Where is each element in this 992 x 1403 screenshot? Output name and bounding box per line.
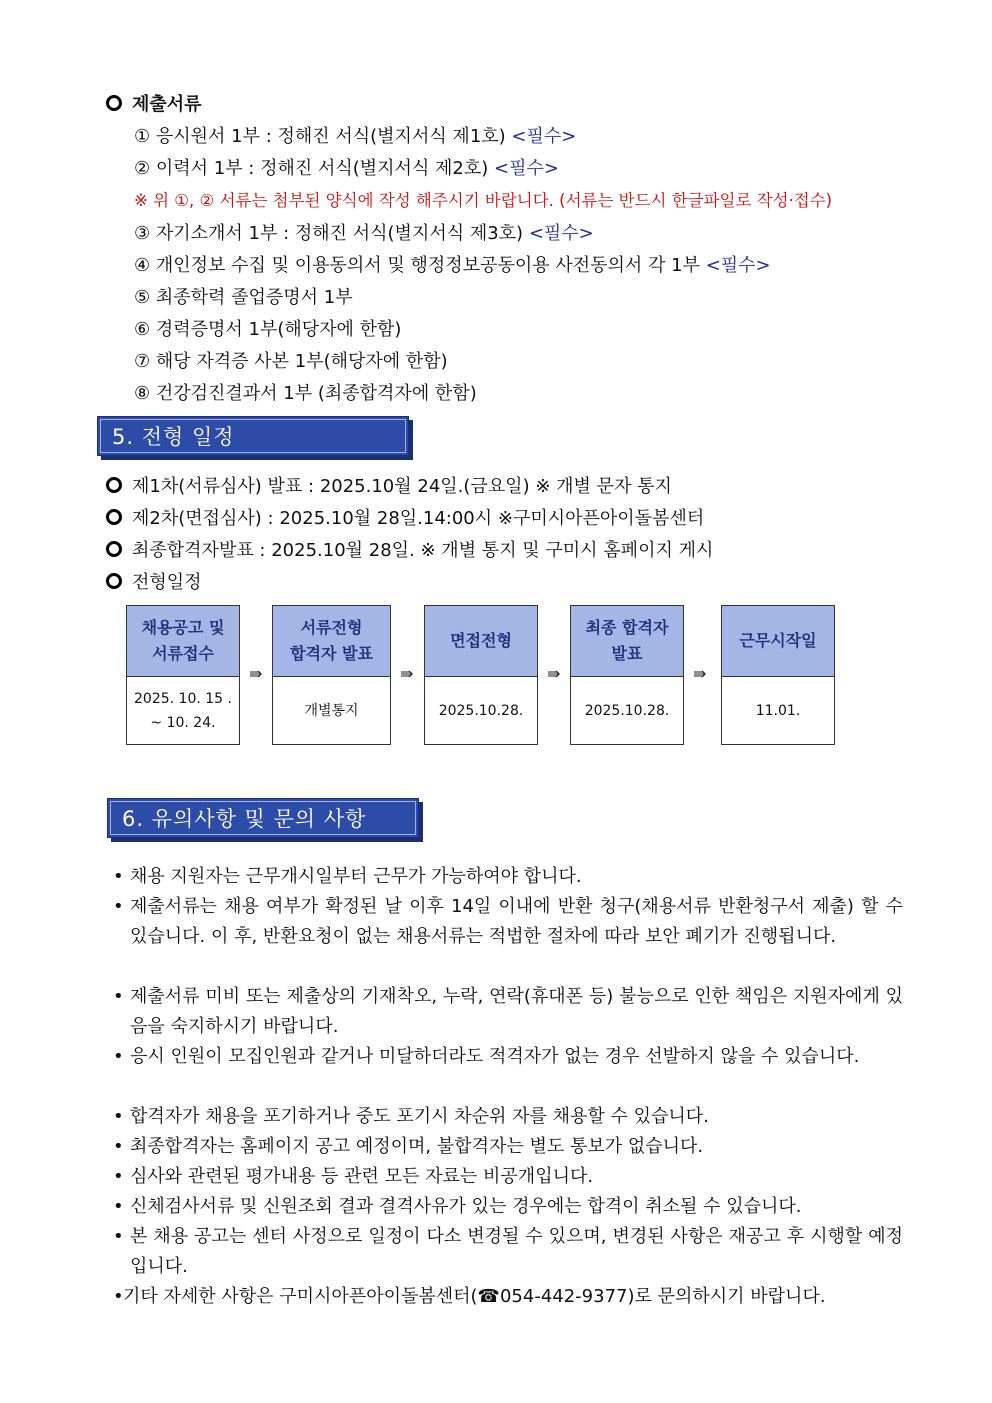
bullet-dot-icon: •	[113, 896, 124, 917]
bullet-dot-icon: •	[113, 1286, 124, 1307]
flow-step-title: 면접전형	[425, 606, 537, 677]
document-item: ⑤ 최종학력 졸업증명서 1부	[134, 287, 353, 308]
flow-arrow-icon: ⇛	[693, 664, 707, 683]
circle-bullet-icon	[106, 541, 122, 557]
document-item: ⑦ 해당 자격증 사본 1부(해당자에 한함)	[134, 351, 448, 372]
flow-step-1	[126, 605, 240, 745]
circle-bullet-icon	[106, 573, 122, 589]
note-item-contact: • 기타 자세한 사항은 구미시아픈아이돌봄센터(☎054-442-9377)로 문의하시기 바랍니다.	[113, 1282, 903, 1312]
flow-step-date: 2025.10.28.	[438, 702, 524, 719]
flow-step-date: 개별통지	[304, 702, 359, 719]
schedule-item: 전형일정	[106, 568, 202, 594]
circle-bullet-icon	[106, 509, 122, 525]
flow-step-title: 채용공고 및 서류접수	[127, 606, 239, 677]
flow-arrow-icon: ⇛	[249, 664, 263, 683]
document-item: ⑧ 건강검진결과서 1부 (최종합격자에 한함)	[134, 383, 477, 404]
flow-step-2	[272, 605, 391, 745]
bullet-dot-icon: •	[113, 866, 124, 887]
bullet-dot-icon: •	[113, 1226, 124, 1247]
document-item: ④ 개인정보 수집 및 이용동의서 및 행정정보공동이용 사전동의서 각 1부 <필수>	[134, 255, 771, 276]
document-item: ⑥ 경력증명서 1부(해당자에 한함)	[134, 319, 402, 340]
document-warning: ※ 위 ①, ② 서류는 첨부된 양식에 작성 해주시기 바랍니다. (서류는 반드시 한글파일로 작성·접수)	[134, 191, 833, 210]
bullet-dot-icon: •	[113, 1196, 124, 1217]
bullet-dot-icon: •	[113, 986, 124, 1007]
schedule-item: 제1차(서류심사) 발표 : 2025.10월 24일.(금요일) ※ 개별 문자 통지	[106, 472, 672, 498]
note-item: • 심사와 관련된 평가내용 등 관련 모든 자료는 비공개입니다.	[113, 1162, 903, 1192]
flow-step-date: 2025.10.28.	[584, 702, 670, 719]
schedule-item: 제2차(면접심사) : 2025.10월 28일.14:00시 ※구미시아픈아이돌봄센터	[106, 504, 704, 530]
section-5-header: 5. 전형 일정	[97, 416, 409, 456]
flow-step-date: 11.01.	[755, 702, 801, 719]
note-item: • 최종합격자는 홈페이지 공고 예정이며, 불합격자는 별도 통보가 없습니다.	[113, 1132, 903, 1162]
section-6-header: 6. 유의사항 및 문의 사항	[107, 798, 419, 838]
note-item: • 제출서류는 채용 여부가 확정된 날 이후 14일 이내에 반환 청구(채용서류 반환청구서 제출) 할 수 있습니다. 이 후, 반환요청이 없는 채용서류는 적법한 절차에 따라 보안 폐기가 진행됩니다.	[113, 892, 903, 952]
flow-step-title: 근무시작일	[722, 606, 834, 677]
circle-bullet-icon	[106, 477, 122, 493]
schedule-item: 최종합격자발표 : 2025.10월 28일. ※ 개별 통지 및 구미시 홈페이지 게시	[106, 536, 713, 562]
note-item: • 응시 인원이 모집인원과 같거나 미달하더라도 적격자가 없는 경우 선발하지 않을 수 있습니다.	[113, 1042, 903, 1072]
bullet-dot-icon: •	[113, 1136, 124, 1157]
note-item: • 제출서류 미비 또는 제출상의 기재착오, 누락, 연락(휴대폰 등) 불능으로 인한 책임은 지원자에게 있음을 숙지하시기 바랍니다.	[113, 982, 903, 1042]
document-item: ② 이력서 1부 : 정해진 서식(별지서식 제2호) <필수>	[134, 158, 559, 179]
note-item: • 신체검사서류 및 신원조회 결과 결격사유가 있는 경우에는 합격이 취소될 수 있습니다.	[113, 1192, 903, 1222]
flow-step-5	[721, 605, 835, 745]
flow-arrow-icon: ⇛	[400, 664, 414, 683]
flow-arrow-icon: ⇛	[547, 664, 561, 683]
note-item: • 합격자가 채용을 포기하거나 중도 포기시 차순위 자를 채용할 수 있습니다.	[113, 1102, 903, 1132]
circle-bullet-icon	[106, 95, 122, 111]
flow-step-3	[424, 605, 538, 745]
bullet-dot-icon: •	[113, 1106, 124, 1127]
flow-step-4	[570, 605, 684, 745]
document-item: ① 응시원서 1부 : 정해진 서식(별지서식 제1호) <필수>	[134, 126, 577, 147]
flow-step-date: 2025. 10. 15 . ~ 10. 24.	[134, 690, 232, 731]
document-item: ③ 자기소개서 1부 : 정해진 서식(별지서식 제3호) <필수>	[134, 223, 594, 244]
note-item: • 채용 지원자는 근무개시일부터 근무가 가능하여야 합니다.	[113, 862, 903, 892]
note-item: • 본 채용 공고는 센터 사정으로 일정이 다소 변경될 수 있으며, 변경된 사항은 재공고 후 시행할 예정입니다.	[113, 1222, 903, 1282]
flow-step-title: 최종 합격자 발표	[571, 606, 683, 677]
bullet-dot-icon: •	[113, 1166, 124, 1187]
bullet-dot-icon: •	[113, 1046, 124, 1067]
flow-step-title: 서류전형 합격자 발표	[273, 606, 390, 677]
documents-heading: 제출서류	[106, 90, 202, 116]
